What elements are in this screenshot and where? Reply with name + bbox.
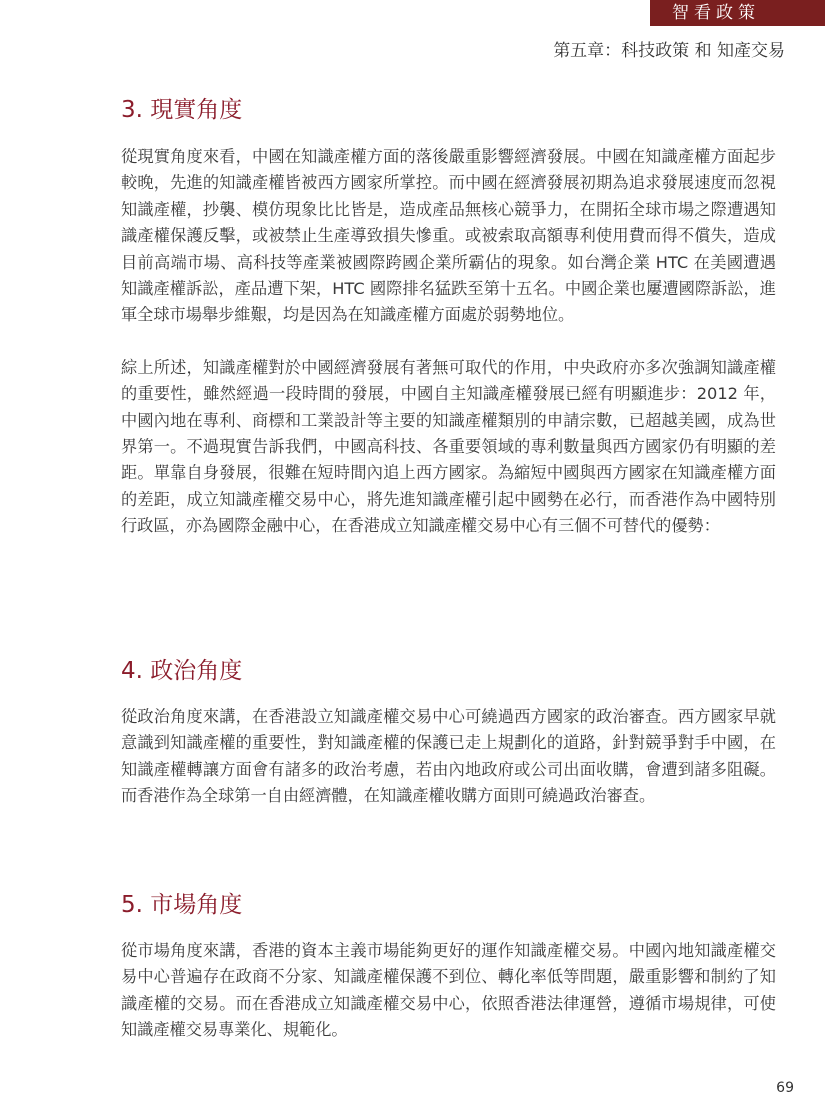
- section-heading: 5. 市場角度: [121, 892, 243, 918]
- body-paragraph: 從現實角度來看，中國在知識產權方面的落後嚴重影響經濟發展。中國在知識產權方面起步較晚，先進的知識產權皆被西方國家所掌控。而中國在經濟發展初期為追求發展速度而忽視知識產權，抄襲、模仿現象比比皆是，造成產品無核心競爭力，在開拓全球市場之際遭遇知識產權保護反擊，或被禁止生產導致損失慘重。或被索取高額專利使用費而得不償失，造成目前高端市場、高科技等產業被國際跨國企業所霸佔的現象。如台灣企業 HTC 在美國遭遇知識產權訴訟，產品遭下架，HTC 國際排名猛跌至第十五名。中國企業也屢遭國際訴訟，進軍全球市場舉步維艱，均是因為在知識產權方面處於弱勢地位。: [121, 147, 776, 325]
- body-paragraph: 綜上所述，知識產權對於中國經濟發展有著無可取代的作用，中央政府亦多次強調知識產權的重要性，雖然經過一段時間的發展，中國自主知識產權發展已經有明顯進步：2012 年，中國內地在專利、商標和工業設計等主要的知識產權類別的申請宗數，已超越美國，成為世界第一。不過現實告訴我們，中國高科技、各重要領域的專利數量與西方國家仍有明顯的差距。單靠自身發展，很難在短時間內追上西方國家。為縮短中國與西方國家在知識產權方面的差距，成立知識產權交易中心，將先進知識產權引起中國勢在必行，而香港作為中國特別行政區，亦為國際金融中心，在香港成立知識產權交易中心有三個不可替代的優勢：: [121, 357, 776, 536]
- header-category-tag: 智看政策: [650, 0, 825, 26]
- section-market: [121, 886, 776, 1044]
- chapter-title: 第五章：科技政策 和 知產交易: [553, 41, 785, 61]
- section-politics: [121, 652, 776, 810]
- section-heading: 4. 政治角度: [121, 658, 243, 684]
- body-paragraph: 從市場角度來講，香港的資本主義市場能夠更好的運作知識產權交易。中國內地知識產權交易中心普遍存在政商不分家、知識產權保護不到位、轉化率低等問題，嚴重影響和制約了知識產權的交易。而在香港成立知識產權交易中心，依照香港法律運營，遵循市場規律，可使知識產權交易專業化、規範化。: [121, 941, 776, 1040]
- section-reality: [121, 91, 776, 540]
- page-number: 69: [776, 1080, 794, 1096]
- section-heading: 3. 現實角度: [121, 97, 243, 123]
- body-paragraph: 從政治角度來講，在香港設立知識產權交易中心可繞過西方國家的政治審查。西方國家早就意識到知識產權的重要性，對知識產權的保護已走上規劃化的道路，針對競爭對手中國，在知識產權轉讓方面會有諸多的政治考慮，若由內地政府或公司出面收購，會遭到諸多阻礙。而香港作為全球第一自由經濟體，在知識產權收購方面則可繞過政治審查。: [121, 707, 776, 806]
